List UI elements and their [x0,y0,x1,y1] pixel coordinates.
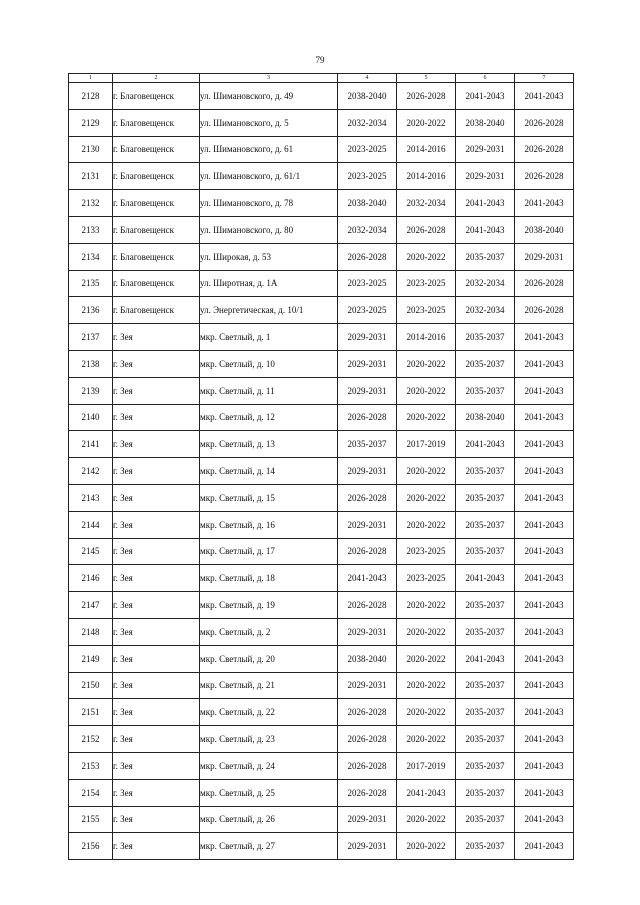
period-cell: 2023-2025 [397,297,456,324]
period-cell: 2035-2037 [456,699,515,726]
table-row [69,216,574,243]
table-row [69,377,574,404]
period-cell: 2035-2037 [456,726,515,753]
column-header: 5 [397,74,456,83]
address-cell: мкр. Светлый, д. 16 [200,511,338,538]
address-cell: ул. Широкая, д. 53 [200,243,338,270]
period-cell: 2020-2022 [397,833,456,860]
period-cell: 2020-2022 [397,484,456,511]
row-number-cell: 2130 [69,136,113,163]
table-row [69,484,574,511]
table-row [69,592,574,619]
period-cell: 2041-2043 [515,458,574,485]
column-header: 6 [456,74,515,83]
period-cell: 2020-2022 [397,806,456,833]
address-cell: мкр. Светлый, д. 26 [200,806,338,833]
table-row [69,752,574,779]
period-cell: 2038-2040 [338,83,397,110]
period-cell: 2020-2022 [397,243,456,270]
period-cell: 2035-2037 [456,806,515,833]
city-cell: г. Зея [113,538,200,565]
period-cell: 2041-2043 [515,645,574,672]
address-cell: мкр. Светлый, д. 11 [200,377,338,404]
table-row [69,458,574,485]
city-cell: г. Зея [113,324,200,351]
address-cell: мкр. Светлый, д. 21 [200,672,338,699]
period-cell: 2041-2043 [456,645,515,672]
address-cell: мкр. Светлый, д. 17 [200,538,338,565]
city-cell: г. Зея [113,779,200,806]
period-cell: 2032-2034 [338,109,397,136]
row-number-cell: 2137 [69,324,113,351]
period-cell: 2020-2022 [397,458,456,485]
address-cell: ул. Шимановского, д. 61 [200,136,338,163]
period-cell: 2020-2022 [397,592,456,619]
period-cell: 2032-2034 [338,216,397,243]
period-cell: 2020-2022 [397,726,456,753]
period-cell: 2026-2028 [515,297,574,324]
period-cell: 2038-2040 [456,404,515,431]
period-cell: 2026-2028 [338,484,397,511]
address-cell: мкр. Светлый, д. 23 [200,726,338,753]
period-cell: 2029-2031 [338,511,397,538]
city-cell: г. Зея [113,672,200,699]
row-number-cell: 2154 [69,779,113,806]
city-cell: г. Зея [113,833,200,860]
address-cell: мкр. Светлый, д. 25 [200,779,338,806]
period-cell: 2041-2043 [515,672,574,699]
period-cell: 2041-2043 [515,350,574,377]
table-row [69,726,574,753]
period-cell: 2014-2016 [397,163,456,190]
table-row [69,806,574,833]
table-row [69,431,574,458]
period-cell: 2041-2043 [515,833,574,860]
city-cell: г. Благовещенск [113,109,200,136]
row-number-cell: 2134 [69,243,113,270]
city-cell: г. Зея [113,511,200,538]
row-number-cell: 2147 [69,592,113,619]
period-cell: 2029-2031 [456,136,515,163]
address-cell: ул. Энергетическая, д. 10/1 [200,297,338,324]
column-header: 1 [69,74,113,83]
period-cell: 2035-2037 [456,324,515,351]
column-header: 2 [113,74,200,83]
row-number-cell: 2148 [69,618,113,645]
period-cell: 2020-2022 [397,618,456,645]
period-cell: 2023-2025 [338,163,397,190]
period-cell: 2038-2040 [456,109,515,136]
city-cell: г. Зея [113,618,200,645]
column-header: 4 [338,74,397,83]
row-number-cell: 2151 [69,699,113,726]
table-row [69,404,574,431]
period-cell: 2029-2031 [338,377,397,404]
period-cell: 2020-2022 [397,511,456,538]
address-cell: мкр. Светлый, д. 27 [200,833,338,860]
period-cell: 2023-2025 [397,565,456,592]
city-cell: г. Зея [113,645,200,672]
address-cell: мкр. Светлый, д. 20 [200,645,338,672]
row-number-cell: 2144 [69,511,113,538]
city-cell: г. Благовещенск [113,190,200,217]
period-cell: 2029-2031 [338,458,397,485]
address-cell: мкр. Светлый, д. 24 [200,752,338,779]
row-number-cell: 2133 [69,216,113,243]
period-cell: 2035-2037 [456,458,515,485]
period-cell: 2023-2025 [397,538,456,565]
period-cell: 2041-2043 [515,538,574,565]
address-cell: ул. Шимановского, д. 78 [200,190,338,217]
column-header: 3 [200,74,338,83]
period-cell: 2020-2022 [397,672,456,699]
row-number-cell: 2138 [69,350,113,377]
period-cell: 2026-2028 [338,726,397,753]
row-number-cell: 2139 [69,377,113,404]
page-number: 79 [315,55,325,65]
period-cell: 2029-2031 [338,618,397,645]
city-cell: г. Зея [113,458,200,485]
address-cell: ул. Шимановского, д. 49 [200,83,338,110]
period-cell: 2041-2043 [456,431,515,458]
period-cell: 2026-2028 [515,109,574,136]
table-row [69,297,574,324]
city-cell: г. Зея [113,350,200,377]
city-cell: г. Благовещенск [113,270,200,297]
period-cell: 2026-2028 [515,270,574,297]
table-row [69,511,574,538]
address-cell: ул. Шимановского, д. 80 [200,216,338,243]
period-cell: 2023-2025 [397,270,456,297]
row-number-cell: 2156 [69,833,113,860]
period-cell: 2035-2037 [456,377,515,404]
table-row [69,136,574,163]
address-cell: мкр. Светлый, д. 2 [200,618,338,645]
period-cell: 2035-2037 [338,431,397,458]
city-cell: г. Зея [113,592,200,619]
period-cell: 2038-2040 [515,216,574,243]
period-cell: 2032-2034 [397,190,456,217]
row-number-cell: 2128 [69,83,113,110]
row-number-cell: 2152 [69,726,113,753]
table-row [69,270,574,297]
period-cell: 2026-2028 [338,404,397,431]
table-row [69,83,574,110]
period-cell: 2029-2031 [456,163,515,190]
period-cell: 2029-2031 [338,324,397,351]
period-cell: 2020-2022 [397,377,456,404]
period-cell: 2041-2043 [515,484,574,511]
address-cell: мкр. Светлый, д. 18 [200,565,338,592]
period-cell: 2041-2043 [515,592,574,619]
city-cell: г. Благовещенск [113,297,200,324]
period-cell: 2035-2037 [456,511,515,538]
period-cell: 2026-2028 [338,538,397,565]
period-cell: 2026-2028 [397,216,456,243]
table-row [69,163,574,190]
table-row [69,833,574,860]
period-cell: 2023-2025 [338,297,397,324]
city-cell: г. Благовещенск [113,136,200,163]
period-cell: 2038-2040 [338,645,397,672]
table-row [69,324,574,351]
period-cell: 2035-2037 [456,752,515,779]
row-number-cell: 2142 [69,458,113,485]
city-cell: г. Благовещенск [113,83,200,110]
city-cell: г. Зея [113,404,200,431]
row-number-cell: 2150 [69,672,113,699]
table-row [69,699,574,726]
period-cell: 2017-2019 [397,752,456,779]
period-cell: 2029-2031 [338,672,397,699]
period-cell: 2041-2043 [515,377,574,404]
period-cell: 2041-2043 [456,83,515,110]
table-row [69,565,574,592]
period-cell: 2020-2022 [397,404,456,431]
city-cell: г. Зея [113,484,200,511]
period-cell: 2035-2037 [456,618,515,645]
period-cell: 2032-2034 [456,270,515,297]
period-cell: 2026-2028 [515,136,574,163]
period-cell: 2041-2043 [456,190,515,217]
city-cell: г. Зея [113,699,200,726]
period-cell: 2029-2031 [338,806,397,833]
period-cell: 2041-2043 [515,431,574,458]
address-cell: мкр. Светлый, д. 15 [200,484,338,511]
row-number-cell: 2155 [69,806,113,833]
period-cell: 2035-2037 [456,833,515,860]
row-number-cell: 2143 [69,484,113,511]
period-cell: 2020-2022 [397,699,456,726]
address-cell: мкр. Светлый, д. 10 [200,350,338,377]
period-cell: 2026-2028 [338,779,397,806]
row-number-cell: 2140 [69,404,113,431]
period-cell: 2023-2025 [338,270,397,297]
city-cell: г. Зея [113,377,200,404]
period-cell: 2041-2043 [515,190,574,217]
period-cell: 2035-2037 [456,779,515,806]
row-number-cell: 2145 [69,538,113,565]
period-cell: 2035-2037 [456,672,515,699]
row-number-cell: 2146 [69,565,113,592]
city-cell: г. Благовещенск [113,163,200,190]
period-cell: 2041-2043 [515,565,574,592]
city-cell: г. Зея [113,726,200,753]
table-body [69,83,574,860]
row-number-cell: 2153 [69,752,113,779]
period-cell: 2041-2043 [515,618,574,645]
address-cell: ул. Шимановского, д. 5 [200,109,338,136]
period-cell: 2035-2037 [456,243,515,270]
header-row [69,74,574,83]
row-number-cell: 2131 [69,163,113,190]
address-cell: ул. Шимановского, д. 61/1 [200,163,338,190]
period-cell: 2032-2034 [456,297,515,324]
period-cell: 2026-2028 [338,752,397,779]
period-cell: 2020-2022 [397,109,456,136]
period-cell: 2026-2028 [338,243,397,270]
period-cell: 2041-2043 [515,511,574,538]
table-row [69,538,574,565]
address-cell: мкр. Светлый, д. 14 [200,458,338,485]
period-cell: 2026-2028 [338,699,397,726]
period-cell: 2035-2037 [456,350,515,377]
table-row [69,109,574,136]
period-cell: 2038-2040 [338,190,397,217]
period-cell: 2041-2043 [456,565,515,592]
period-cell: 2026-2028 [515,163,574,190]
period-cell: 2041-2043 [456,216,515,243]
period-cell: 2041-2043 [338,565,397,592]
period-cell: 2041-2043 [515,726,574,753]
period-cell: 2020-2022 [397,645,456,672]
period-cell: 2029-2031 [515,243,574,270]
period-cell: 2026-2028 [397,83,456,110]
period-cell: 2041-2043 [397,779,456,806]
period-cell: 2041-2043 [515,83,574,110]
period-cell: 2041-2043 [515,806,574,833]
row-number-cell: 2136 [69,297,113,324]
registry-table [68,73,574,860]
table-row [69,618,574,645]
city-cell: г. Благовещенск [113,243,200,270]
column-header: 7 [515,74,574,83]
period-cell: 2020-2022 [397,350,456,377]
row-number-cell: 2141 [69,431,113,458]
period-cell: 2029-2031 [338,350,397,377]
address-cell: мкр. Светлый, д. 12 [200,404,338,431]
address-cell: мкр. Светлый, д. 22 [200,699,338,726]
row-number-cell: 2149 [69,645,113,672]
row-number-cell: 2129 [69,109,113,136]
table-row [69,645,574,672]
table-row [69,243,574,270]
table-row [69,190,574,217]
period-cell: 2035-2037 [456,538,515,565]
city-cell: г. Благовещенск [113,216,200,243]
period-cell: 2029-2031 [338,833,397,860]
period-cell: 2041-2043 [515,752,574,779]
table-row [69,350,574,377]
period-cell: 2035-2037 [456,484,515,511]
row-number-cell: 2132 [69,190,113,217]
period-cell: 2014-2016 [397,324,456,351]
period-cell: 2026-2028 [338,592,397,619]
row-number-cell: 2135 [69,270,113,297]
address-cell: мкр. Светлый, д. 19 [200,592,338,619]
city-cell: г. Зея [113,806,200,833]
period-cell: 2014-2016 [397,136,456,163]
address-cell: ул. Широтная, д. 1А [200,270,338,297]
period-cell: 2035-2037 [456,592,515,619]
city-cell: г. Зея [113,565,200,592]
address-cell: мкр. Светлый, д. 1 [200,324,338,351]
city-cell: г. Зея [113,752,200,779]
period-cell: 2023-2025 [338,136,397,163]
table-row [69,672,574,699]
period-cell: 2017-2019 [397,431,456,458]
period-cell: 2041-2043 [515,404,574,431]
period-cell: 2041-2043 [515,779,574,806]
address-cell: мкр. Светлый, д. 13 [200,431,338,458]
period-cell: 2041-2043 [515,324,574,351]
city-cell: г. Зея [113,431,200,458]
period-cell: 2041-2043 [515,699,574,726]
table-row [69,779,574,806]
